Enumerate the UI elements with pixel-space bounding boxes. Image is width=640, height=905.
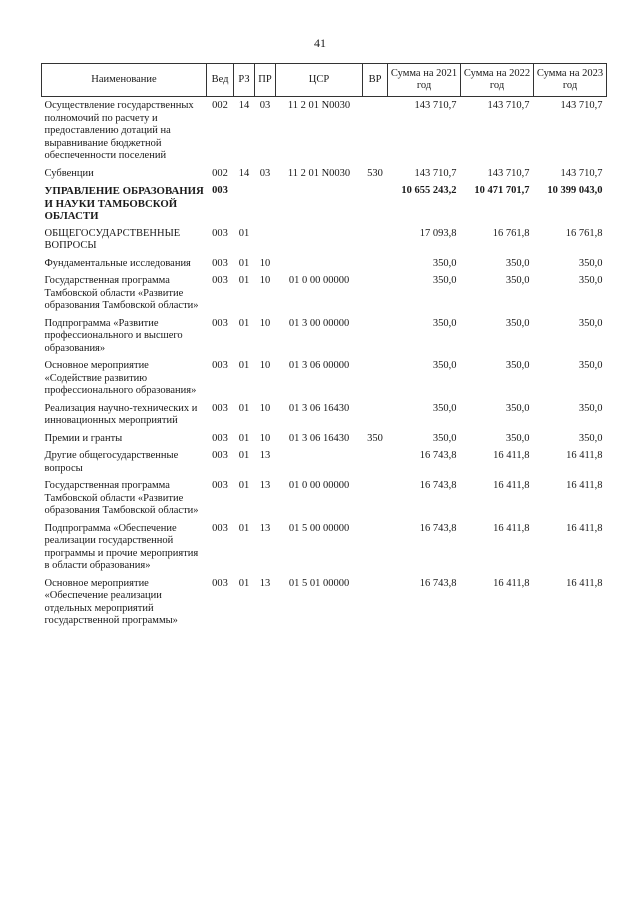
- row-sum-2022: 143 710,7: [487, 100, 530, 111]
- row-pr: 10: [259, 317, 271, 329]
- header-name: Наименование: [42, 64, 207, 97]
- row-ved: 003: [212, 275, 228, 286]
- row-sum-2023: 350,0: [578, 257, 603, 269]
- row-pr: 03: [259, 167, 271, 179]
- table-row: [42, 447, 607, 477]
- row-name: Подпрограмма «Обеспечение реализации государственной программы и прочие мероприятия в области образования»: [44, 522, 199, 571]
- row-rz: 01: [238, 522, 250, 534]
- row-sum-2021: 350,0: [432, 317, 457, 329]
- header-sum-2023: Сумма на 2023 год: [534, 64, 607, 97]
- row-vr: [363, 97, 388, 165]
- row-csr: 01 5 01 00000: [288, 577, 350, 589]
- row-sum-2021: 16 743,8: [419, 522, 457, 534]
- row-rz: 01: [238, 450, 250, 461]
- row-csr: [276, 255, 363, 273]
- row-name: Основное мероприятие «Обеспечение реализации отдельных мероприятий государственной программы»: [44, 577, 178, 626]
- table-row: [42, 477, 607, 520]
- row-ved: 003: [212, 185, 228, 196]
- row-vr: [363, 400, 388, 430]
- row-rz: [234, 182, 255, 225]
- row-pr: 10: [259, 360, 271, 371]
- row-ved: 003: [212, 257, 228, 269]
- row-csr: 01 0 00 00000: [288, 275, 350, 286]
- budget-table: [41, 63, 607, 630]
- row-sum-2022: 350,0: [505, 257, 530, 269]
- row-vr: [363, 315, 388, 358]
- header-ved: Вед: [207, 64, 234, 97]
- row-sum-2023: 350,0: [578, 275, 603, 286]
- row-csr: 11 2 01 N0030: [287, 167, 351, 179]
- row-name: Другие общегосударственные вопросы: [44, 450, 179, 474]
- row-sum-2023: 16 761,8: [565, 227, 603, 239]
- row-rz: 01: [238, 480, 250, 491]
- row-rz: 14: [238, 167, 250, 179]
- row-sum-2022: 350,0: [505, 402, 530, 414]
- row-pr: 10: [259, 275, 271, 286]
- row-csr: [276, 447, 363, 477]
- row-sum-2023: 350,0: [578, 432, 603, 444]
- row-pr: [255, 225, 276, 255]
- row-sum-2023: 16 411,8: [566, 450, 603, 461]
- row-name: УПРАВЛЕНИЕ ОБРАЗОВАНИЯ И НАУКИ ТАМБОВСКОЙ ОБЛАСТИ: [44, 185, 204, 222]
- row-name: Подпрограмма «Развитие профессионального и высшего образования»: [44, 317, 183, 354]
- row-rz: 01: [238, 257, 250, 269]
- row-sum-2023: 143 710,7: [560, 100, 603, 111]
- row-rz: 01: [238, 360, 250, 371]
- row-ved: 002: [212, 167, 228, 179]
- row-name: Осуществление государственных полномочий по расчету и предоставлению дотаций на выравнивание бюджетной обеспеченности поселений: [44, 100, 194, 161]
- row-rz: 01: [238, 275, 250, 286]
- table-row: [42, 182, 607, 225]
- row-vr: [363, 272, 388, 315]
- header-csr: ЦСР: [276, 64, 363, 97]
- row-ved: 003: [212, 577, 228, 589]
- table-header-row: [42, 64, 607, 97]
- row-sum-2022: 16 411,8: [493, 450, 530, 461]
- table-row: [42, 315, 607, 358]
- row-csr: [276, 182, 363, 225]
- row-pr: 13: [259, 577, 271, 589]
- row-sum-2021: 143 710,7: [414, 100, 457, 111]
- row-pr: 10: [259, 257, 271, 269]
- table-row: [42, 400, 607, 430]
- table-row: [42, 225, 607, 255]
- row-sum-2022: 16 411,8: [493, 480, 530, 491]
- table-row: [42, 272, 607, 315]
- row-sum-2023: 350,0: [578, 317, 603, 329]
- row-pr: 13: [259, 450, 271, 461]
- row-csr: 01 0 00 00000: [288, 480, 350, 491]
- row-sum-2021: 350,0: [432, 432, 457, 444]
- row-pr: 13: [259, 522, 271, 534]
- row-sum-2021: 143 710,7: [414, 167, 457, 179]
- row-csr: 11 2 01 N0030: [287, 100, 351, 111]
- row-sum-2022: 350,0: [505, 275, 530, 286]
- row-sum-2021: 350,0: [432, 275, 457, 286]
- row-ved: 003: [212, 522, 228, 534]
- row-ved: 003: [212, 432, 228, 444]
- row-ved: 003: [212, 450, 228, 461]
- row-pr: 13: [259, 480, 271, 491]
- header-sum-2021: Сумма на 2021 год: [388, 64, 461, 97]
- row-csr: 01 3 06 16430: [288, 402, 350, 414]
- row-sum-2022: 350,0: [505, 317, 530, 329]
- row-ved: 003: [212, 402, 228, 414]
- row-name: Премии и гранты: [44, 432, 123, 444]
- row-sum-2023: 10 399 043,0: [547, 185, 603, 196]
- row-rz: 01: [238, 577, 250, 589]
- row-rz: 14: [238, 100, 250, 111]
- row-vr: 350: [367, 432, 383, 444]
- row-sum-2022: 350,0: [505, 360, 530, 371]
- row-sum-2021: 350,0: [432, 402, 457, 414]
- page-number: 41: [314, 36, 326, 50]
- row-vr: [363, 182, 388, 225]
- table-row: [42, 97, 607, 165]
- row-rz: 01: [238, 432, 250, 444]
- row-name: Реализация научно-технических и инновационных мероприятий: [44, 402, 198, 426]
- row-vr: [363, 520, 388, 575]
- row-sum-2022: 143 710,7: [487, 167, 530, 179]
- row-csr: 01 5 00 00000: [288, 522, 350, 534]
- row-ved: 003: [212, 480, 228, 491]
- row-ved: 002: [212, 100, 228, 111]
- row-rz: 01: [238, 317, 250, 329]
- row-pr: 03: [259, 100, 271, 111]
- table-row: [42, 165, 607, 183]
- row-vr: 530: [367, 167, 383, 179]
- row-sum-2023: 350,0: [578, 402, 603, 414]
- row-ved: 003: [212, 317, 228, 329]
- row-sum-2023: 350,0: [578, 360, 603, 371]
- table-row: [42, 575, 607, 630]
- row-rz: 01: [238, 402, 250, 414]
- table-row: [42, 520, 607, 575]
- header-rz: РЗ: [234, 64, 255, 97]
- row-pr: [255, 182, 276, 225]
- row-name: Государственная программа Тамбовской области «Развитие образования Тамбовской области»: [44, 275, 199, 311]
- row-sum-2021: 16 743,8: [419, 577, 457, 589]
- table-row: [42, 255, 607, 273]
- table-body: [42, 97, 607, 630]
- header-vr: ВР: [363, 64, 388, 97]
- row-sum-2021: 10 655 243,2: [401, 185, 457, 196]
- row-name: Государственная программа Тамбовской области «Развитие образования Тамбовской области»: [44, 480, 199, 516]
- header-pr: ПР: [255, 64, 276, 97]
- row-csr: 01 3 00 00000: [288, 317, 350, 329]
- header-sum-2022: Сумма на 2022 год: [461, 64, 534, 97]
- row-vr: [363, 575, 388, 630]
- row-ved: 003: [212, 360, 228, 371]
- row-csr: 01 3 06 00000: [288, 360, 350, 371]
- row-vr: [363, 447, 388, 477]
- row-sum-2021: 350,0: [432, 360, 457, 371]
- row-name: Субвенции: [44, 167, 94, 179]
- row-sum-2021: 350,0: [432, 257, 457, 269]
- row-sum-2022: 350,0: [505, 432, 530, 444]
- row-sum-2023: 16 411,8: [566, 522, 603, 534]
- row-vr: [363, 477, 388, 520]
- row-sum-2022: 16 411,8: [493, 577, 530, 589]
- row-rz: 01: [238, 227, 250, 239]
- row-sum-2022: 16 411,8: [493, 522, 530, 534]
- table-row: [42, 357, 607, 400]
- row-sum-2022: 16 761,8: [492, 227, 530, 239]
- row-sum-2023: 16 411,8: [566, 577, 603, 589]
- row-csr: [276, 225, 363, 255]
- row-csr: 01 3 06 16430: [288, 432, 350, 444]
- row-vr: [363, 255, 388, 273]
- row-sum-2023: 143 710,7: [560, 167, 603, 179]
- row-sum-2021: 16 743,8: [419, 450, 457, 461]
- row-name: Фундаментальные исследования: [44, 257, 191, 269]
- row-name: ОБЩЕГОСУДАРСТВЕННЫЕ ВОПРОСЫ: [44, 227, 181, 251]
- row-ved: 003: [212, 227, 228, 239]
- row-vr: [363, 357, 388, 400]
- table-row: [42, 430, 607, 448]
- row-pr: 10: [259, 432, 271, 444]
- row-sum-2021: 17 093,8: [419, 227, 457, 239]
- row-sum-2023: 16 411,8: [566, 480, 603, 491]
- row-name: Основное мероприятие «Содействие развитию профессионального образования»: [44, 360, 197, 396]
- row-pr: 10: [259, 402, 271, 414]
- row-vr: [363, 225, 388, 255]
- row-sum-2022: 10 471 701,7: [474, 185, 530, 196]
- row-sum-2021: 16 743,8: [419, 480, 457, 491]
